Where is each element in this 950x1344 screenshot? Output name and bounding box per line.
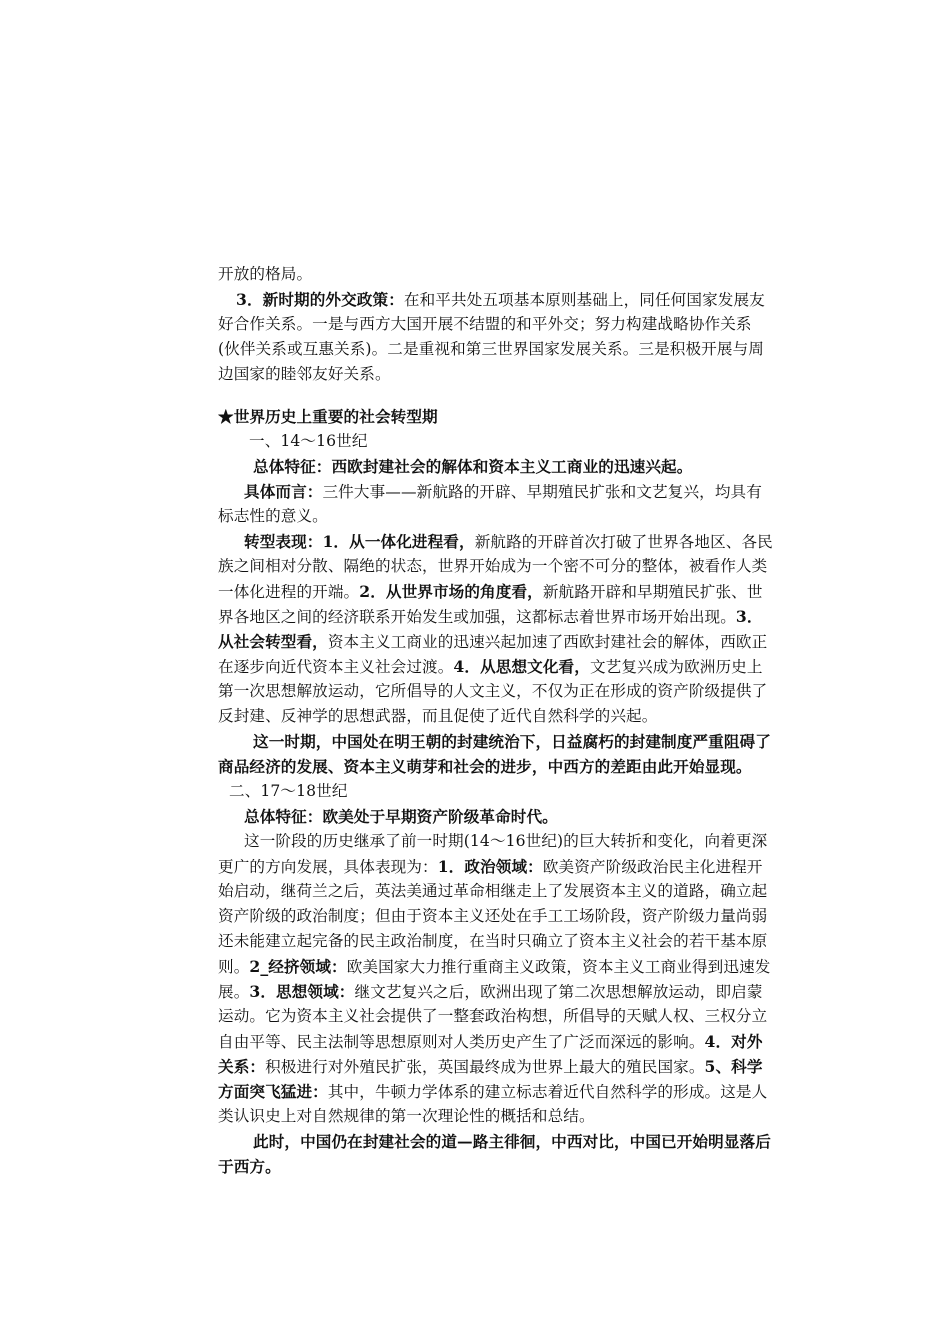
text-line: 开放的格局。 xyxy=(218,265,313,283)
text-line: (伙伴关系或互惠关系)。二是重视和第三世界国家发展关系。三是积极开展与周 xyxy=(218,340,764,358)
document-page xyxy=(218,262,810,1179)
text-line: 边国家的睦邻友好关系。 xyxy=(218,365,391,383)
bold-label: 3．新时期的外交政策： xyxy=(236,290,404,309)
part2-china-note: 此时，中国仍在封建社会的道—路主徘徊，中西对比，中国已开始明显落后 xyxy=(253,1132,771,1151)
text-line: 运动。它为资本主义社会提供了一整套政治构想，所倡导的天赋人权、三权分立 xyxy=(218,1007,768,1025)
text-line: 一体化进程的开端。2．从世界市场的角度看，新航路开辟和早期殖民扩张、世 xyxy=(218,582,763,601)
text-line: 反封建、反神学的思想武器，而且促使了近代自然科学的兴起。 xyxy=(218,707,658,725)
text-line: 于西方。 xyxy=(218,1157,281,1176)
part2-feature: 总体特征：欧美处于早期资产阶级革命时代。 xyxy=(244,807,558,826)
part1-feature: 总体特征：西欧封建社会的解体和资本主义工商业的迅速兴起。 xyxy=(253,457,693,476)
text-line: 资产阶级的政治制度；但由于资本主义还处在手工工场阶段，资产阶级力量尚弱 xyxy=(218,907,768,925)
bold-label: 具体而言： xyxy=(244,482,323,501)
text-line: 方面突飞猛进：其中，牛顿力学体系的建立标志着近代自然科学的形成。这是人 xyxy=(218,1082,768,1101)
section-title: ★世界历史上重要的社会转型期 xyxy=(218,407,438,426)
paragraph-foreign-policy: 3．新时期的外交政策：在和平共处五项基本原则基础上，同任何国家发展友 xyxy=(236,290,765,309)
text-line: 展。3．思想领域：继文艺复兴之后，欧洲出现了第二次思想解放运动，即启蒙 xyxy=(218,982,763,1001)
text-line: 第一次思想解放运动，它所倡导的人文主义，不仅为正在形成的资产阶级提供了 xyxy=(218,682,768,700)
text-line: 界各地区之间的经济联系开始发生或加强，这都标志着世界市场开始出现。3． xyxy=(218,607,763,626)
text-line: 类认识史上对自然规律的第一次理论性的概括和总结。 xyxy=(218,1107,595,1125)
bold-label: 转型表现： xyxy=(244,532,323,551)
text-line: 标志性的意义。 xyxy=(218,507,328,525)
text-line: 则。2_经挤领域：欧美国家大力推行重商主义政策，资本主义工商业得到迅速发 xyxy=(218,957,771,976)
text-line: 更广的方向发展，具体表现为：1．政治领域：欧美资产阶级政治民主化进程开 xyxy=(218,857,763,876)
part2-heading: 二、17～18世纪 xyxy=(229,782,348,800)
text-line: 好合作关系。一是与西方大国开展不结盟的和平外交；努力构建战略协作关系 xyxy=(218,315,752,333)
text-line: 在逐步向近代资本主义社会过渡。4．从思想文化看，文艺复兴成为欧洲历史上 xyxy=(218,657,763,676)
text-line: 从社会转型看，资本主义工商业的迅速兴起加速了西欧封建社会的解体，西欧正 xyxy=(218,632,768,651)
part1-transition: 转型表现：1．从一体化进程看，新航路的开辟首次打破了世界各地区、各民 xyxy=(244,532,773,551)
text-line: 还未能建立起完备的民主政治制度，在当时只确立了资本主义社会的若干基本原 xyxy=(218,932,768,950)
part1-detail: 具体而言：三件大事——新航路的开辟、早期殖民扩张和文艺复兴，均具有 xyxy=(244,482,762,501)
text-line: 族之间相对分散、隔绝的状态，世界开始成为一个密不可分的整体，被看作人类 xyxy=(218,557,768,575)
part1-china-note: 这一时期，中国处在明王朝的封建统治下，日益腐朽的封建制度严重阻碍了 xyxy=(253,732,771,751)
text-line: 商品经济的发展、资本主义萌芽和社会的进步，中西方的差距由此开始显现。 xyxy=(218,757,752,776)
part2-body: 这一阶段的历史继承了前一时期(14～16世纪)的巨大转折和变化，向着更深 xyxy=(244,832,768,850)
text-line: 始启动，继荷兰之后，英法美通过革命相继走上了发展资本主义的道路，确立起 xyxy=(218,882,768,900)
text-line: 关系：积极进行对外殖民扩张，英国最终成为世界上最大的殖民国家。5、科学 xyxy=(218,1057,763,1076)
part1-heading: 一、14～16世纪 xyxy=(249,432,368,450)
text-line: 自由平等、民主法制等思想原则对人类历史产生了广泛而深远的影响。4．对外 xyxy=(218,1032,763,1051)
